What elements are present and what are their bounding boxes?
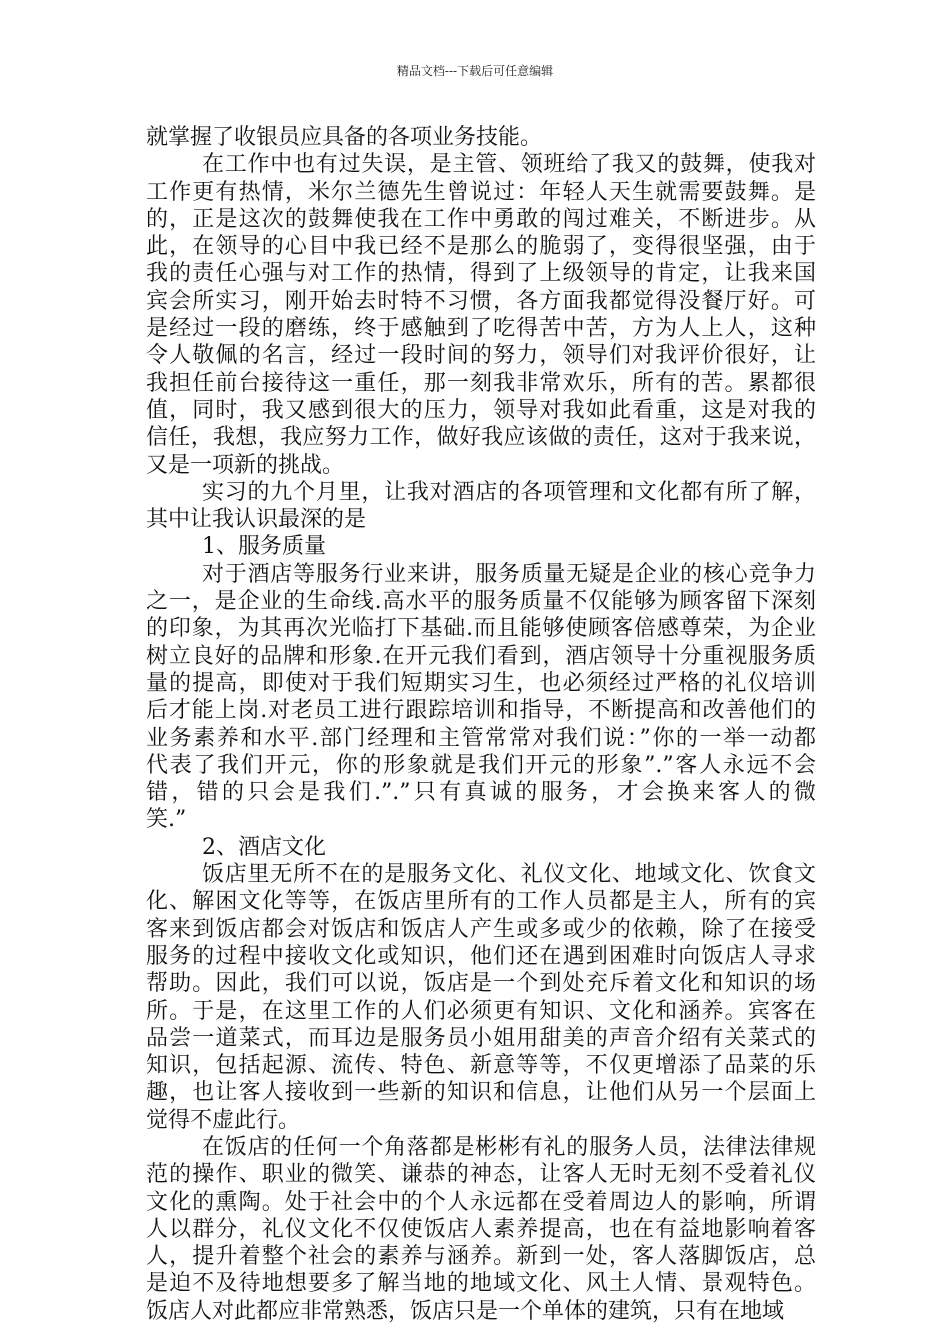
text-line: 代表了我们开元，你的形象就是我们开元的形象”.”客人永远不会 bbox=[146, 752, 816, 778]
text-line: 笑.” bbox=[146, 807, 187, 833]
text-line: 又是一项新的挑战。 bbox=[146, 452, 345, 478]
text-line: 就掌握了收银员应具备的各项业务技能。 bbox=[146, 125, 543, 150]
text-line: 的，正是这次的鼓舞使我在工作中勇敢的闯过难关，不断进步。从 bbox=[146, 206, 816, 232]
paragraph bbox=[146, 151, 816, 479]
text-line: 知识，包括起源、流传、特色、新意等等，不仅更增添了品菜的乐 bbox=[146, 1053, 816, 1079]
text-line: 信任，我想，我应努力工作，做好我应该做的责任，这对于我来说， bbox=[146, 425, 816, 451]
text-line: 值，同时，我又感到很大的压力，领导对我如此看重，这是对我的 bbox=[146, 397, 816, 423]
paragraph bbox=[146, 533, 816, 560]
text-line: 量的提高，即使对于我们短期实习生，也必须经过严格的礼仪培训 bbox=[146, 670, 816, 696]
text-line: 服务的过程中接收文化或知识，他们还在遇到困难时向饭店人寻求 bbox=[146, 943, 816, 969]
text-line: 此，在领导的心目中我已经不是那么的脆弱了，变得很坚强，由于 bbox=[146, 234, 816, 260]
text-line: 工作更有热情，米尔兰德先生曾说过：年轻人天生就需要鼓舞。是 bbox=[146, 179, 816, 205]
text-line: 在饭店的任何一个角落都是彬彬有礼的服务人员，法律法律规 bbox=[202, 1134, 816, 1160]
text-line: 趣，也让客人接收到一些新的知识和信息，让他们从另一个层面上 bbox=[146, 1080, 816, 1106]
text-line: 实习的九个月里，让我对酒店的各项管理和文化都有所了解， bbox=[202, 479, 816, 505]
text-line: 令人敬佩的名言，经过一段时间的努力，领导们对我评价很好，让 bbox=[146, 343, 816, 369]
text-line: 之一，是企业的生命线.高水平的服务质量不仅能够为顾客留下深刻 bbox=[146, 589, 816, 615]
text-line: 客来到饭店都会对饭店和饭店人产生或多或少的依赖，除了在接受 bbox=[146, 916, 816, 942]
page-header: 精品文档---下载后可任意编辑 bbox=[396, 64, 554, 78]
paragraph bbox=[146, 834, 816, 861]
text-line: 化、解困文化等等，在饭店里所有的工作人员都是主人，所有的宾 bbox=[146, 889, 816, 915]
paragraph bbox=[146, 561, 816, 834]
text-line: 品尝一道菜式，而耳边是服务员小姐用甜美的声音介绍有关菜式的 bbox=[146, 1025, 816, 1051]
text-line: 其中让我认识最深的是 bbox=[146, 507, 367, 533]
text-line: 业务素养和水平.部门经理和主管常常对我们说：”你的一举一动都 bbox=[146, 725, 816, 751]
text-line: 饭店人对此都应非常熟悉，饭店只是一个单体的建筑，只有在地域 bbox=[146, 1298, 785, 1324]
text-line: 错，错的只会是我们.”.”只有真诚的服务，才会换来客人的微 bbox=[146, 780, 816, 806]
paragraph bbox=[146, 1134, 816, 1325]
document-body bbox=[146, 124, 816, 1325]
text-line: 在工作中也有过失误，是主管、领班给了我又的鼓舞，使我对 bbox=[202, 152, 816, 178]
paragraph bbox=[146, 479, 816, 534]
text-line: 范的操作、职业的微笑、谦恭的神态，让客人无时无刻不受着礼仪 bbox=[146, 1162, 816, 1188]
text-line: 树立良好的品牌和形象.在开元我们看到，酒店领导十分重视服务质 bbox=[146, 643, 816, 669]
text-line: 人以群分，礼仪文化不仅使饭店人素养提高，也在有益地影响着客 bbox=[146, 1216, 816, 1242]
text-line: 饭店里无所不在的是服务文化、礼仪文化、地域文化、饮食文 bbox=[202, 862, 816, 888]
text-line: 宾会所实习，刚开始去时特不习惯，各方面我都觉得没餐厅好。可 bbox=[146, 288, 816, 314]
text-line: 我的责任心强与对工作的热情，得到了上级领导的肯定，让我来国 bbox=[146, 261, 816, 287]
text-line: 的印象，为其再次光临打下基础.而且能够使顾客倍感尊荣，为企业 bbox=[146, 616, 816, 642]
paragraph bbox=[146, 124, 816, 151]
text-line: 人，提升着整个社会的素养与涵养。新到一处，客人落脚饭店，总 bbox=[146, 1244, 816, 1270]
text-line: 是迫不及待地想要多了解当地的地域文化、风土人情、景观特色。 bbox=[146, 1271, 816, 1297]
text-line: 是经过一段的磨练，终于感触到了吃得苦中苦，方为人上人，这种 bbox=[146, 316, 816, 342]
paragraph bbox=[146, 861, 816, 1134]
text-line: 帮助。因此，我们可以说，饭店是一个到处充斥着文化和知识的场 bbox=[146, 971, 816, 997]
text-line: 2、酒店文化 bbox=[202, 834, 326, 860]
text-line: 我担任前台接待这一重任，那一刻我非常欢乐，所有的苦。累都很 bbox=[146, 370, 816, 396]
text-line: 后才能上岗.对老员工进行跟踪培训和指导，不断提高和改善他们的 bbox=[146, 698, 816, 724]
text-line: 对于酒店等服务行业来讲，服务质量无疑是企业的核心竞争力 bbox=[202, 561, 816, 587]
text-line: 文化的熏陶。处于社会中的个人永远都在受着周边人的影响，所谓 bbox=[146, 1189, 816, 1215]
text-line: 所。于是，在这里工作的人们必须更有知识、文化和涵养。宾客在 bbox=[146, 998, 816, 1024]
text-line: 觉得不虚此行。 bbox=[146, 1107, 301, 1133]
text-line: 1、服务质量 bbox=[202, 534, 326, 560]
